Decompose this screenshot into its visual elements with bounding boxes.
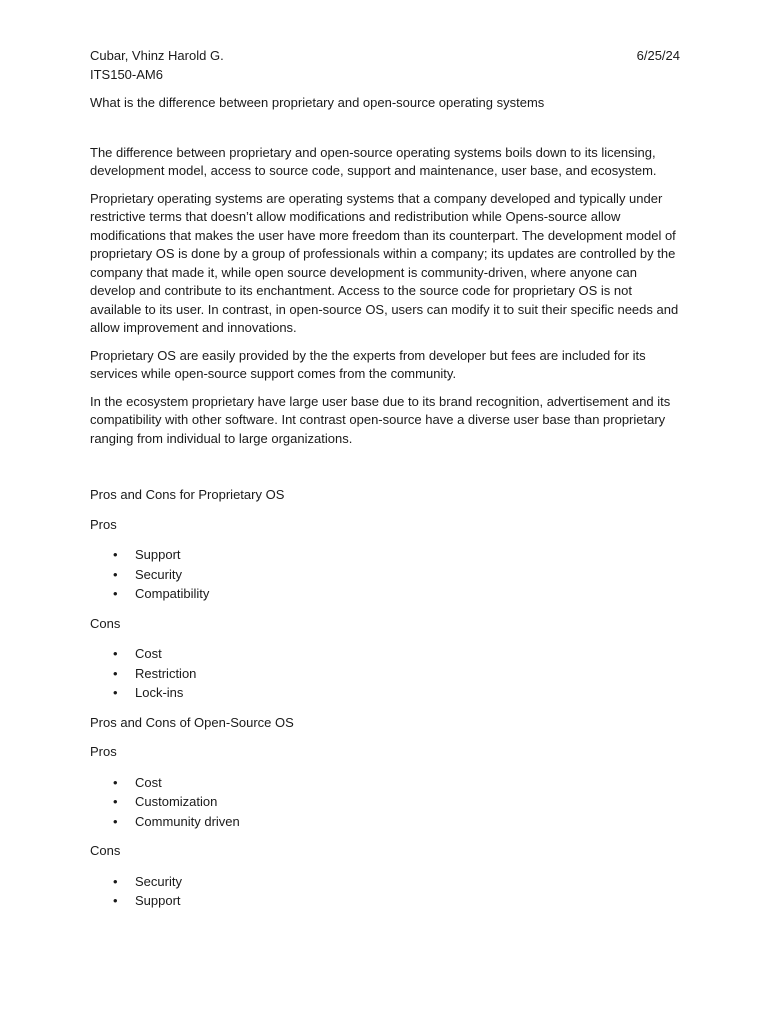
question-heading: What is the difference between proprietary and open-source operating systems: [90, 95, 545, 110]
list-item: [90, 584, 680, 604]
list-item: [90, 773, 680, 793]
open-source-cons-list: [90, 872, 680, 911]
list-item-text: Compatibility: [135, 586, 210, 601]
list-item: [90, 683, 680, 703]
document-date: 6/25/24: [636, 48, 680, 63]
bullet-icon: •: [113, 685, 118, 700]
paragraph-intro: The difference between proprietary and open-source operating systems boils down to its licensing, development model, access to source code, support and maintenance, user base, and ecosystem.: [90, 144, 657, 178]
proprietary-section: [90, 486, 680, 703]
proprietary-cons-label: Cons: [90, 615, 121, 631]
open-source-heading: Pros and Cons of Open-Source OS: [90, 714, 294, 730]
list-item: [90, 644, 680, 664]
proprietary-pros-label: Pros: [90, 516, 117, 532]
list-item: [90, 891, 680, 911]
bullet-icon: •: [113, 586, 118, 601]
list-item-text: Support: [135, 547, 181, 562]
list-item-text: Security: [135, 566, 182, 582]
list-item-text: Cost: [135, 646, 162, 661]
bullet-icon: •: [113, 547, 118, 562]
bullet-icon: •: [113, 566, 118, 582]
list-item: [90, 565, 680, 585]
bullet-icon: •: [113, 646, 118, 661]
list-item: [90, 545, 680, 565]
list-item-text: Customization: [135, 794, 218, 809]
paragraph-support: Proprietary OS are easily provided by the the experts from developer but fees are included for its services while open-source support comes from the community.: [90, 347, 646, 381]
list-item-text: Cost: [135, 774, 162, 790]
list-item: [90, 664, 680, 684]
proprietary-cons-list: [90, 644, 680, 703]
bullet-icon: •: [113, 774, 118, 790]
open-source-pros-label: Pros: [90, 744, 117, 759]
document-body: [90, 47, 680, 911]
list-item-text: Lock-ins: [135, 685, 184, 700]
list-item-text: Restriction: [135, 665, 197, 681]
document-header: [90, 47, 680, 84]
paragraph-licensing: Proprietary operating systems are operating systems that a company developed and typically under restrictive terms that doesn’t allow modifications and redistribution while Opens-source allow modifications that makes the user have more freedom than its counterpart. The development model of proprietary OS is done by a group of professionals within a company; its updates are controlled by the company that made it, while open source development is community-driven, where anyone can develop and contribute to its enchantment. Access to the source code for proprietary OS is not available to its user. In contrast, in open-source OS, users can modify it to suit their specific needs and allow improvement and innovations.: [90, 190, 679, 335]
author-block: [90, 47, 224, 84]
proprietary-pros-list: [90, 545, 680, 604]
list-item-text: Security: [135, 873, 182, 889]
author-name: Cubar, Vhinz Harold G.: [90, 48, 224, 63]
list-item: [90, 792, 680, 812]
list-item-text: Support: [135, 893, 181, 908]
paragraph-ecosystem: In the ecosystem proprietary have large user base due to its brand recognition, advertisement and its compatibility with other software. Int contrast open-source have a diverse user base than proprietary ranging from individual to large organizations.: [90, 393, 671, 446]
open-source-cons-label: Cons: [90, 843, 121, 858]
list-item: [90, 812, 680, 832]
open-source-section: [90, 714, 680, 911]
list-item: [90, 872, 680, 892]
bullet-icon: •: [113, 813, 118, 829]
bullet-icon: •: [113, 893, 118, 908]
bullet-icon: •: [113, 873, 118, 889]
list-item-text: Community driven: [135, 813, 240, 829]
proprietary-heading: Pros and Cons for Proprietary OS: [90, 487, 285, 502]
bullet-icon: •: [113, 794, 118, 809]
bullet-icon: •: [113, 665, 118, 681]
class-section: ITS150-AM6: [90, 66, 163, 82]
open-source-pros-list: [90, 773, 680, 832]
